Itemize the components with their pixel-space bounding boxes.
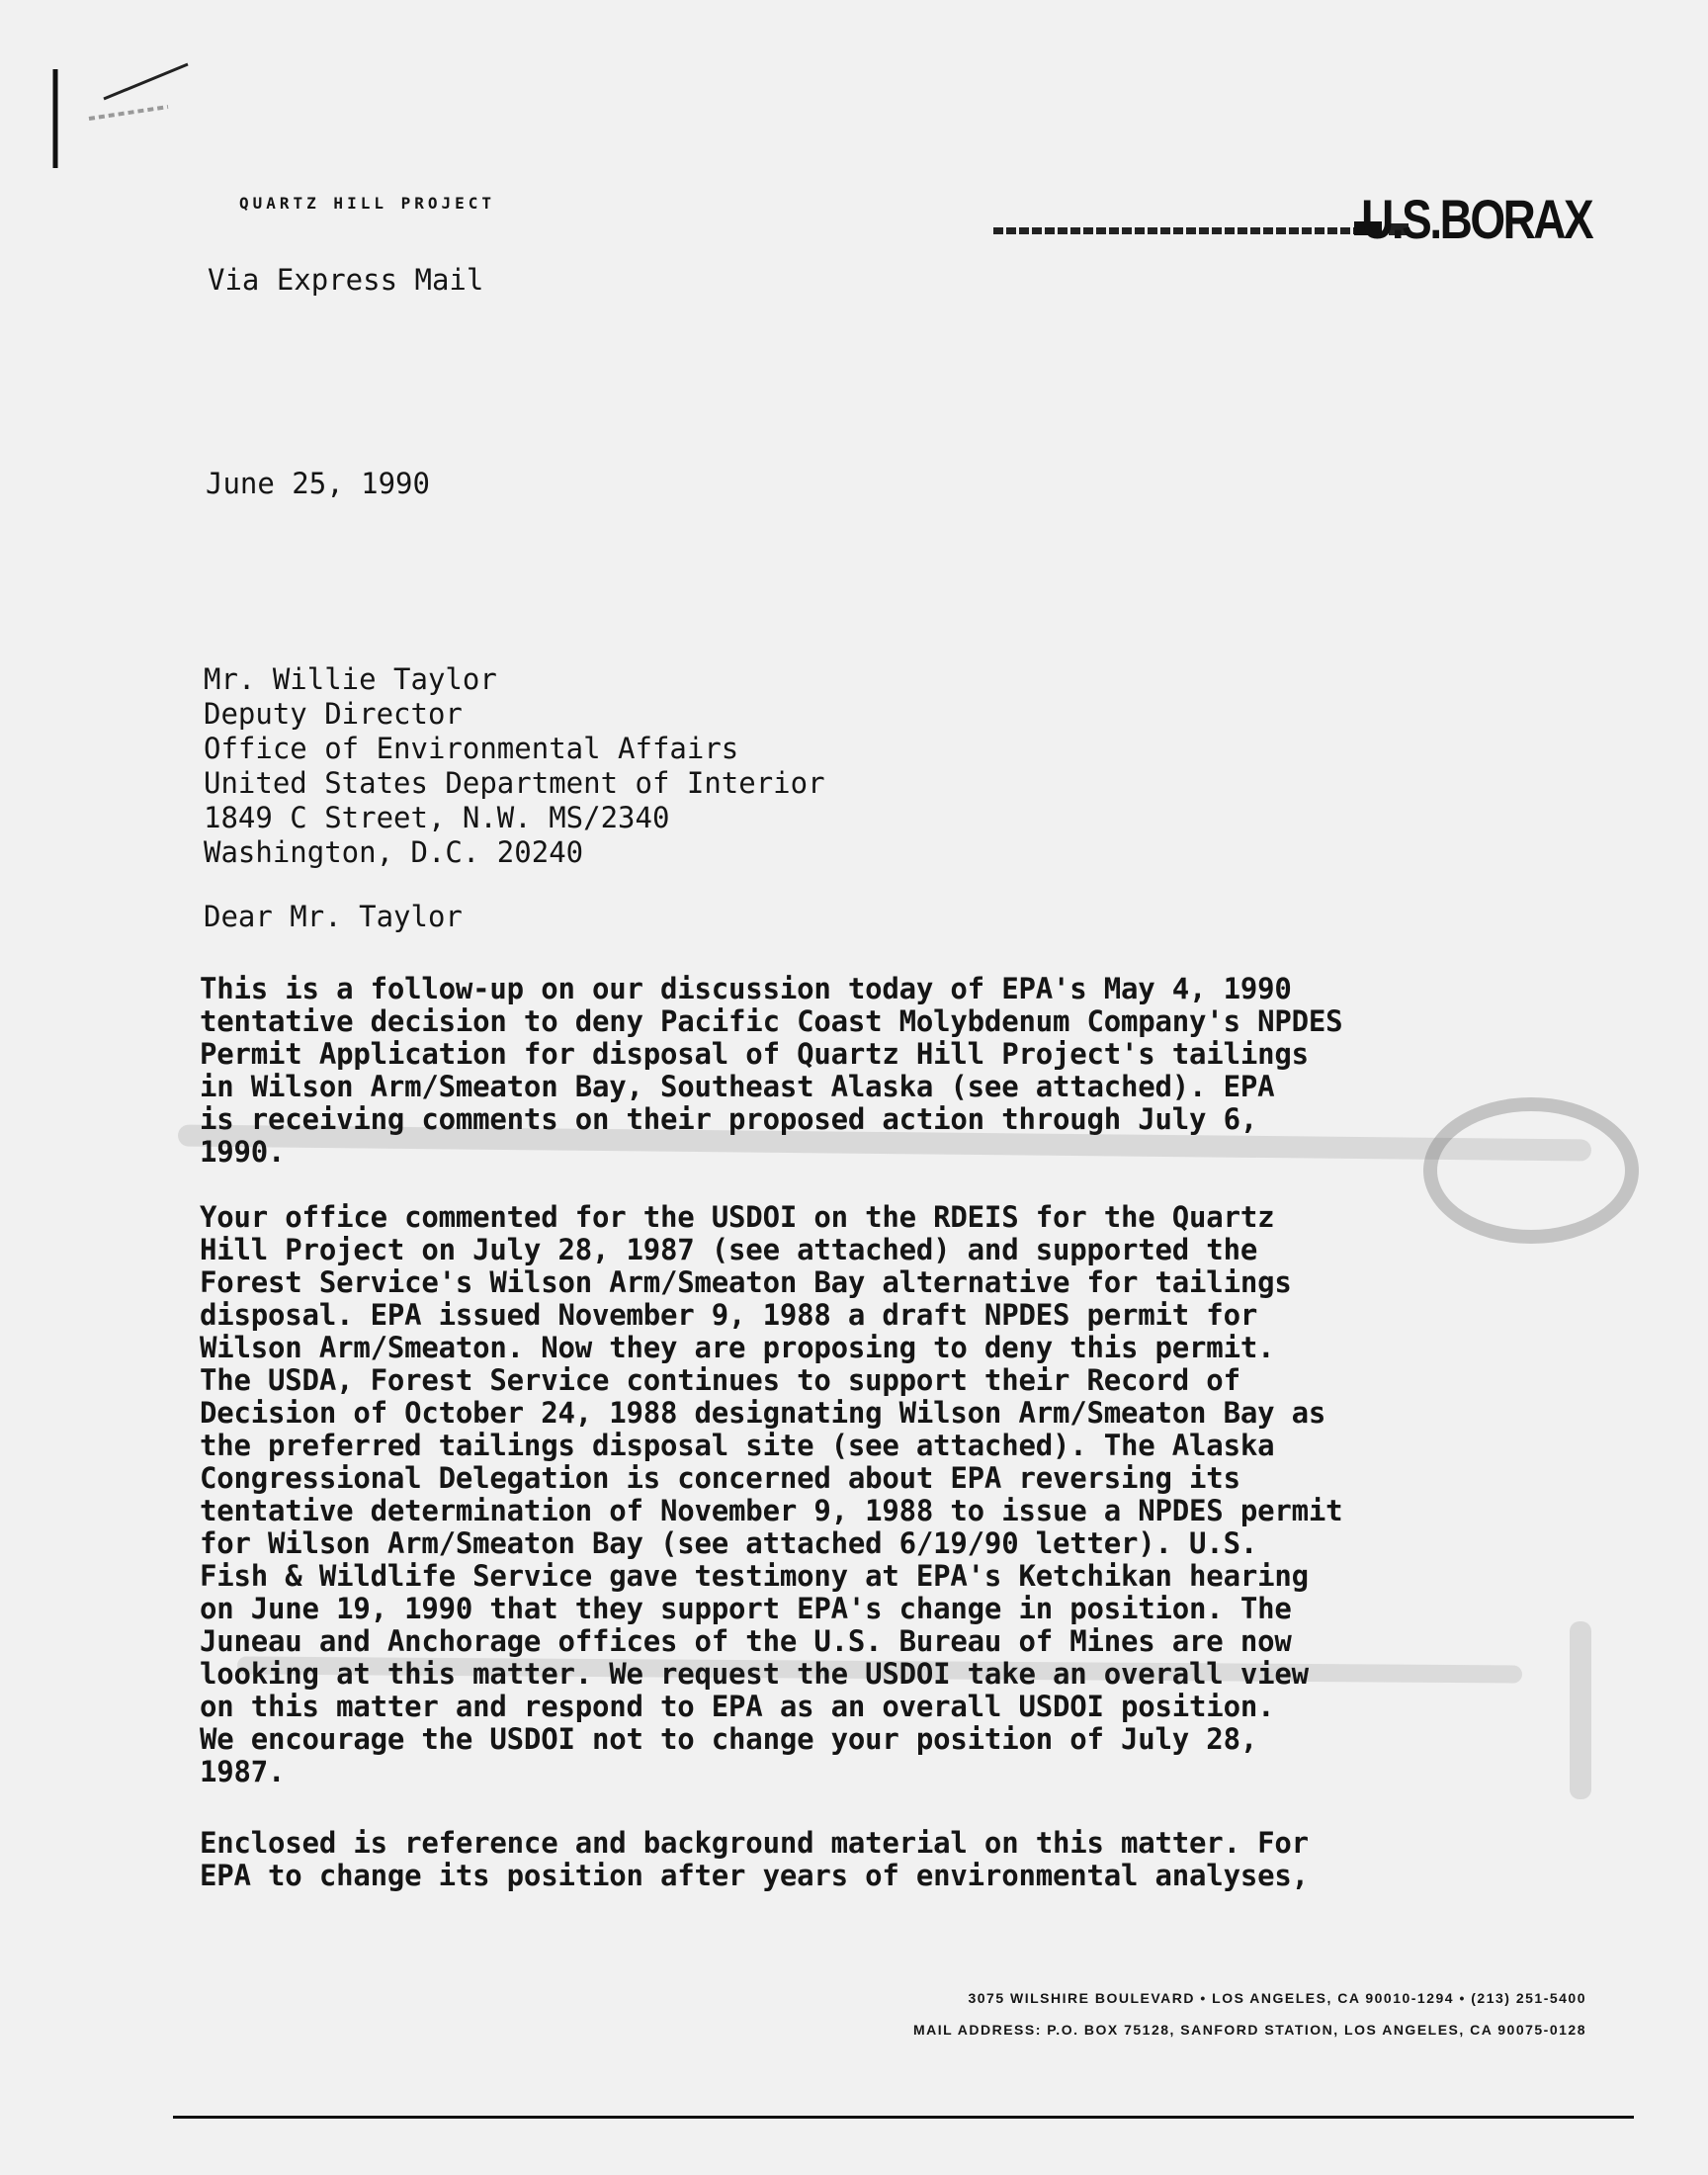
- paragraph-line: the preferred tailings disposal site (see attached). The Alaska: [200, 1429, 1275, 1462]
- paragraph-line: Your office commented for the USDOI on the RDEIS for the Quartz: [200, 1200, 1275, 1234]
- paragraph-line: Hill Project on July 28, 1987 (see attached) and supported the: [200, 1233, 1258, 1266]
- logo-rule: [993, 227, 1354, 234]
- footer-street-address: 3075 WILSHIRE BOULEVARD • LOS ANGELES, CA 90010-1294 • (213) 251-5400: [968, 1990, 1586, 2006]
- scan-smudge: [1423, 1097, 1639, 1244]
- body-paragraph-3: [200, 1827, 1309, 1892]
- pen-mark-graphic: [49, 59, 198, 178]
- scan-smudge: [1570, 1621, 1591, 1799]
- paragraph-line: Wilson Arm/Smeaton. Now they are proposing to deny this permit.: [200, 1331, 1275, 1364]
- address-line: Washington, D.C. 20240: [204, 835, 584, 869]
- paragraph-line: 1987.: [200, 1755, 286, 1788]
- paragraph-line: We encourage the USDOI not to change your position of July 28,: [200, 1722, 1258, 1756]
- address-line: Deputy Director: [204, 697, 463, 731]
- paragraph-line: disposal. EPA issued November 9, 1988 a draft NPDES permit for: [200, 1298, 1258, 1332]
- paragraph-line: tentative determination of November 9, 1988 to issue a NPDES permit: [200, 1494, 1343, 1527]
- paragraph-line: is receiving comments on their proposed action through July 6,: [200, 1102, 1258, 1136]
- bottom-rule: [173, 2116, 1634, 2119]
- salutation: Dear Mr. Taylor: [204, 900, 463, 933]
- paragraph-line: in Wilson Arm/Smeaton Bay, Southeast Alaska (see attached). EPA: [200, 1070, 1275, 1103]
- body-paragraph-1: [200, 973, 1342, 1169]
- paragraph-line: Decision of October 24, 1988 designating Wilson Arm/Smeaton Bay as: [200, 1396, 1326, 1430]
- recipient-address: [204, 662, 825, 870]
- paragraph-line: Permit Application for disposal of Quartz Hill Project's tailings: [200, 1037, 1309, 1071]
- logo-text: U.S.BORAX: [1360, 188, 1591, 250]
- paragraph-line: Juneau and Anchorage offices of the U.S. Bureau of Mines are now: [200, 1624, 1292, 1658]
- paragraph-line: The USDA, Forest Service continues to support their Record of: [200, 1363, 1240, 1397]
- paragraph-line: on June 19, 1990 that they support EPA's change in position. The: [200, 1592, 1292, 1625]
- footer-mail-address: MAIL ADDRESS: P.O. BOX 75128, SANFORD STATION, LOS ANGELES, CA 90075-0128: [912, 2022, 1586, 2038]
- paragraph-line: This is a follow-up on our discussion today of EPA's May 4, 1990: [200, 972, 1292, 1005]
- company-logo: [993, 190, 1591, 249]
- project-label: QUARTZ HILL PROJECT: [239, 194, 496, 213]
- address-line: United States Department of Interior: [204, 766, 825, 800]
- delivery-method: Via Express Mail: [208, 263, 484, 297]
- paragraph-line: Congressional Delegation is concerned about EPA reversing its: [200, 1461, 1240, 1495]
- paragraph-line: EPA to change its position after years of environmental analyses,: [200, 1859, 1309, 1892]
- paragraph-line: 1990.: [200, 1135, 286, 1169]
- address-line: Office of Environmental Affairs: [204, 732, 739, 765]
- paragraph-line: on this matter and respond to EPA as an overall USDOI position.: [200, 1690, 1275, 1723]
- paragraph-line: Fish & Wildlife Service gave testimony at EPA's Ketchikan hearing: [200, 1559, 1309, 1593]
- body-paragraph-2: [200, 1201, 1342, 1788]
- paragraph-line: Enclosed is reference and background material on this matter. For: [200, 1826, 1309, 1860]
- address-line: 1849 C Street, N.W. MS/2340: [204, 801, 670, 834]
- letter-date: June 25, 1990: [206, 467, 430, 500]
- paragraph-line: for Wilson Arm/Smeaton Bay (see attached 6/19/90 letter). U.S.: [200, 1526, 1258, 1560]
- paragraph-line: Forest Service's Wilson Arm/Smeaton Bay alternative for tailings: [200, 1265, 1292, 1299]
- address-line: Mr. Willie Taylor: [204, 662, 497, 696]
- paragraph-line: tentative decision to deny Pacific Coast Molybdenum Company's NPDES: [200, 1004, 1343, 1038]
- paragraph-line: looking at this matter. We request the USDOI take an overall view: [200, 1657, 1309, 1691]
